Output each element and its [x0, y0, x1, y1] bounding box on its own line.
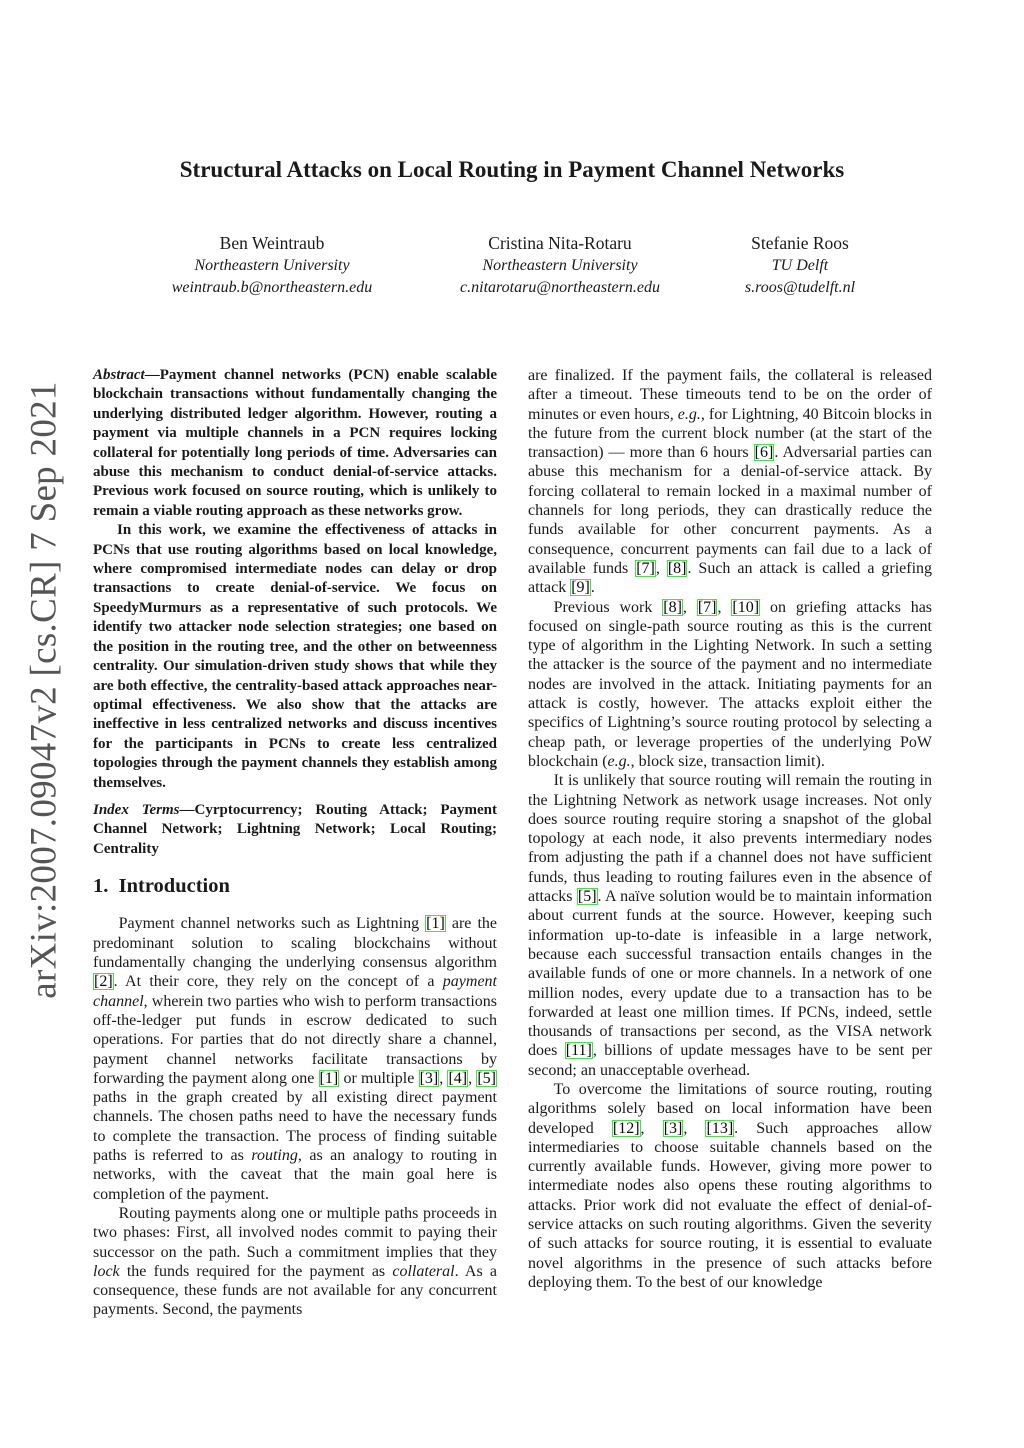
citation-link[interactable]: [3]: [663, 1119, 683, 1137]
abstract-paragraph: In this work, we examine the effectiveness of attacks in PCNs that use routing algorithms based on local knowledge, where compromised intermediate nodes can delay or drop transactions to create denial-of-service. We focus on SpeedyMurmurs as a representative of such protocols. We identify two attacker node selection strategies; one based on the position in the routing tree, and the other on betweenness centrality. Our simulation-driven study shows that while they are both effective, the centrality-based attack approaches near-optimal effectiveness. We also show that the attacks are ineffective in less centralized networks and discuss incentives for the participants in PCNs to create less centralized topologies through the payment channels they establish among themselves.: [93, 522, 497, 791]
author-email: s.roos@tudelft.nl: [744, 279, 856, 296]
citation-link[interactable]: [8]: [667, 559, 687, 577]
citation-link[interactable]: [9]: [571, 579, 590, 597]
body-paragraph: Routing payments along one or multiple paths proceeds in two phases: First, all involved nodes commit to paying their successor on the path. Such a commitment implies that they lock the funds required for the payment as collateral. As a consequence, these funds are not available for any concurrent payments. Second, the payments: [93, 1204, 498, 1319]
right-column: [528, 366, 932, 1292]
citation-link[interactable]: [13]: [706, 1119, 734, 1137]
body-paragraph: are finalized. If the payment fails, the collateral is released after a timeout. These timeouts tend to be on the order of minutes or even hours, e.g., for Lightning, 40 Bitcoin blocks in the future from the current block number (at the start of the transaction) — more than 6 hours [6]. Adversarial parties can abuse this mechanism for a denial-of-service attack. By forcing collateral to remain locked in a maximal number of channels for long periods, they can drastically reduce the funds available for other concurrent payments. As a consequence, concurrent payments can fail due to a lack of available funds [7], [8]. Such an attack is called a griefing attack [9].: [528, 367, 933, 597]
body-paragraph: To overcome the limitations of source routing, routing algorithms solely based on local information have been developed [12], [3], [13]. Such approaches allow intermediaries to choose suitable channels based on the currently available funds. However, giving more power to intermediate nodes also opens these routing algorithms to attacks. Prior work did not evaluate the effect of denial-of-service attacks on such routing algorithms. Given the severity of such attacks for source routing, it is essential to evaluate novel algorithms in the presence of such attacks before deploying them. To the best of our knowledge: [528, 1080, 933, 1291]
body-paragraph: Payment channel networks such as Lightning [1] are the predominant solution to scaling blockchains without fundamentally changing the underlying consensus algorithm [2]. At their core, they rely on the concept of a payment channel, wherein two parties who wish to perform transactions off-the-ledger put funds in escrow dedicated to such operations. For parties that do not directly share a channel, payment channel networks facilitate transactions by forwarding the payment along one [1] or multiple [3], [4], [5] paths in the graph created by all existing direct payment channels. The chosen paths need to have the necessary funds to complete the transaction. The process of finding suitable paths is referred to as routing, as an analogy to routing in networks, with the caveat that the main goal here is completion of the payment.: [93, 915, 497, 1203]
citation-link[interactable]: [5]: [577, 888, 597, 906]
author-email: c.nitarotaru@northeastern.edu: [460, 279, 660, 296]
citation-link[interactable]: [4]: [448, 1069, 468, 1087]
citation-link[interactable]: [10]: [732, 598, 760, 616]
citation-link[interactable]: [2]: [94, 973, 113, 991]
citation-link[interactable]: [11]: [565, 1042, 592, 1060]
abstract-paragraph: Abstract—Payment channel networks (PCN) enable scalable blockchain transactions without fundamentally changing the underlying distributed ledger algorithm. However, routing a payment via multiple channels in a PCN requires locking collateral for potentially long periods of time. Adversaries can abuse this mechanism to conduct denial-of-service attacks. Previous work focused on source routing, which is unlikely to remain a viable routing approach as these networks grow.: [93, 367, 497, 519]
citation-link[interactable]: [7]: [697, 598, 717, 616]
citation-link[interactable]: [8]: [663, 598, 682, 616]
citation-link[interactable]: [5]: [477, 1069, 496, 1087]
citation-link[interactable]: [1]: [319, 1069, 339, 1087]
body-paragraph: Previous work [8], [7], [10] on griefing attacks has focused on single-path source routing as this is the current type of algorithm in the Lighting Network. In such a setting the attacker is the source of the payment and no intermediate nodes are involved in the attack. Initiating payments for an attack is costly, however. The attacks exploit either the specifics of Lightning’s source routing protocol by selecting a cheap path, or leverage properties of the underlying PoW blockchain (e.g., block size, transaction limit).: [528, 598, 933, 770]
index-terms: Index Terms—Cyrptocurrency; Routing Attack; Payment Channel Network; Lightning Network; Local Routing; Centrality: [93, 801, 497, 857]
body-paragraph: It is unlikely that source routing will remain the routing in the Lightning Network as network usage increases. Not only does source routing require storing a snapshot of the global topology at each node, it also prevents intermediary nodes from adjusting the path if a channel does not have sufficient funds, thus leading to routing failures even in the absence of attacks [5]. A naïve solution would be to maintain information about current funds at the source. However, keeping such information up-to-date is infeasible in a large network, because each successful transaction entails changes in the available funds of one or more channels. In a network of one million nodes, every update due to a transaction has to be forwarded at least one million times. If PCNs, indeed, settle thousands of transactions per second, as the VISA network does [11], billions of update messages have to be sent per second; an unacceptable overhead.: [528, 772, 933, 1079]
author-email: weintraub.b@northeastern.edu: [171, 279, 373, 296]
citation-link[interactable]: [12]: [612, 1119, 640, 1137]
index-terms-label: Index Terms: [93, 801, 180, 818]
abstract-label: Abstract: [93, 367, 145, 383]
citation-link[interactable]: [1]: [426, 915, 445, 933]
paper-title: Structural Attacks on Local Routing in Payment Channel Networks: [179, 157, 845, 182]
citation-link[interactable]: [6]: [754, 444, 774, 462]
author-affiliation: Northeastern University: [482, 256, 638, 274]
author-affiliation: Northeastern University: [194, 256, 350, 274]
author-affiliation: TU Delft: [771, 256, 829, 274]
abstract: [93, 366, 497, 859]
author-name: Stefanie Roos: [751, 233, 849, 253]
section-heading: 1. Introduction: [93, 875, 230, 898]
citation-link[interactable]: [3]: [419, 1069, 439, 1087]
author-block: [640, 232, 960, 300]
arxiv-identifier-stamp: arXiv:2007.09047v2 [cs.CR] 7 Sep 2021: [23, 381, 65, 999]
author-name: Cristina Nita-Rotaru: [488, 233, 632, 253]
author-name: Ben Weintraub: [219, 233, 325, 253]
left-column: [93, 366, 497, 1320]
author-block: [112, 232, 432, 300]
citation-link[interactable]: [7]: [636, 559, 655, 577]
